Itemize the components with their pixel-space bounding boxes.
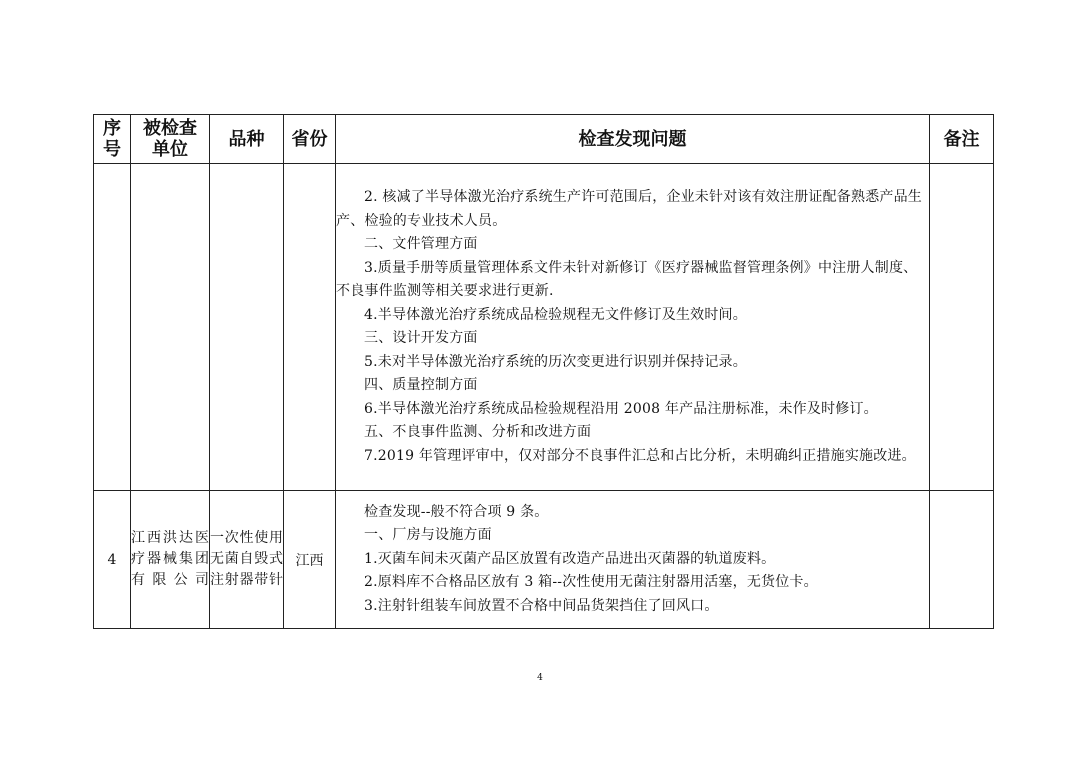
header-remarks: 备注 <box>930 115 994 164</box>
issue-line: 2. 核减了半导体激光治疗系统生产许可范围后，企业未针对该有效注册证配备熟悉产品生产、检验的专业技术人员。 <box>336 189 923 229</box>
issue-line: 检查发现--般不符合项 9 条。 <box>364 503 549 520</box>
issue-line: 二、文件管理方面 <box>364 236 478 252</box>
issue-line: 3.质量手册等质量管理体系文件未针对新修订《医疗器械监督管理条例》中注册人制度、不良事件监测等相关要求进行更新. <box>336 259 918 299</box>
issue-line: 四、质量控制方面 <box>364 377 478 393</box>
header-province: 省份 <box>284 115 336 164</box>
row-2-remarks <box>930 491 994 629</box>
issue-line: 5.未对半导体激光治疗系统的历次变更进行识别并保持记录。 <box>364 353 747 370</box>
header-variety: 品种 <box>210 115 284 164</box>
issue-line: 五、不良事件监测、分析和改进方面 <box>364 424 592 440</box>
issue-line: 2.原料库不合格品区放有 3 箱--次性使用无菌注射器用活塞，无货位卡。 <box>364 574 818 591</box>
inspection-table <box>93 114 994 629</box>
table-row <box>94 491 994 629</box>
issue-line: 6.半导体激光治疗系统成品检验规程沿用 2008 年产品注册标准，未作及时修订。 <box>364 400 878 417</box>
issue-line: 7.2019 年管理评审中，仅对部分不良事件汇总和占比分析，未明确纠正措施实施改进。 <box>364 447 916 464</box>
row-1-unit <box>131 164 210 491</box>
header-issues: 检查发现问题 <box>336 115 930 164</box>
issue-line: 1.灭菌车间未灭菌产品区放置有改造产品进出灭菌器的轨道废料。 <box>364 550 776 567</box>
header-index: 序号 <box>94 115 131 164</box>
page-number: 4 <box>537 673 543 683</box>
table-row <box>94 164 994 491</box>
table-header-row <box>94 115 994 164</box>
row-2-unit: 江西洪达医疗器械集团有限公司 <box>131 491 210 629</box>
row-1-index <box>94 164 131 491</box>
header-unit: 被检查单位 <box>131 115 210 164</box>
issue-line: 3.注射针组装车间放置不合格中间品货架挡住了回风口。 <box>364 597 719 614</box>
issue-line: 一、厂房与设施方面 <box>364 527 492 544</box>
row-1-variety <box>210 164 284 491</box>
row-2-variety: 一次性使用无菌自毁式注射器带针 <box>210 491 284 629</box>
row-2-province: 江西 <box>284 491 336 629</box>
row-2-index: 4 <box>94 491 131 629</box>
row-1-remarks <box>930 164 994 491</box>
issue-line: 4.半导体激光治疗系统成品检验规程无文件修订及生效时间。 <box>364 306 747 323</box>
issue-line: 三、设计开发方面 <box>364 330 478 346</box>
row-2-issues <box>336 491 930 629</box>
row-1-issues <box>336 164 930 491</box>
row-1-province <box>284 164 336 491</box>
